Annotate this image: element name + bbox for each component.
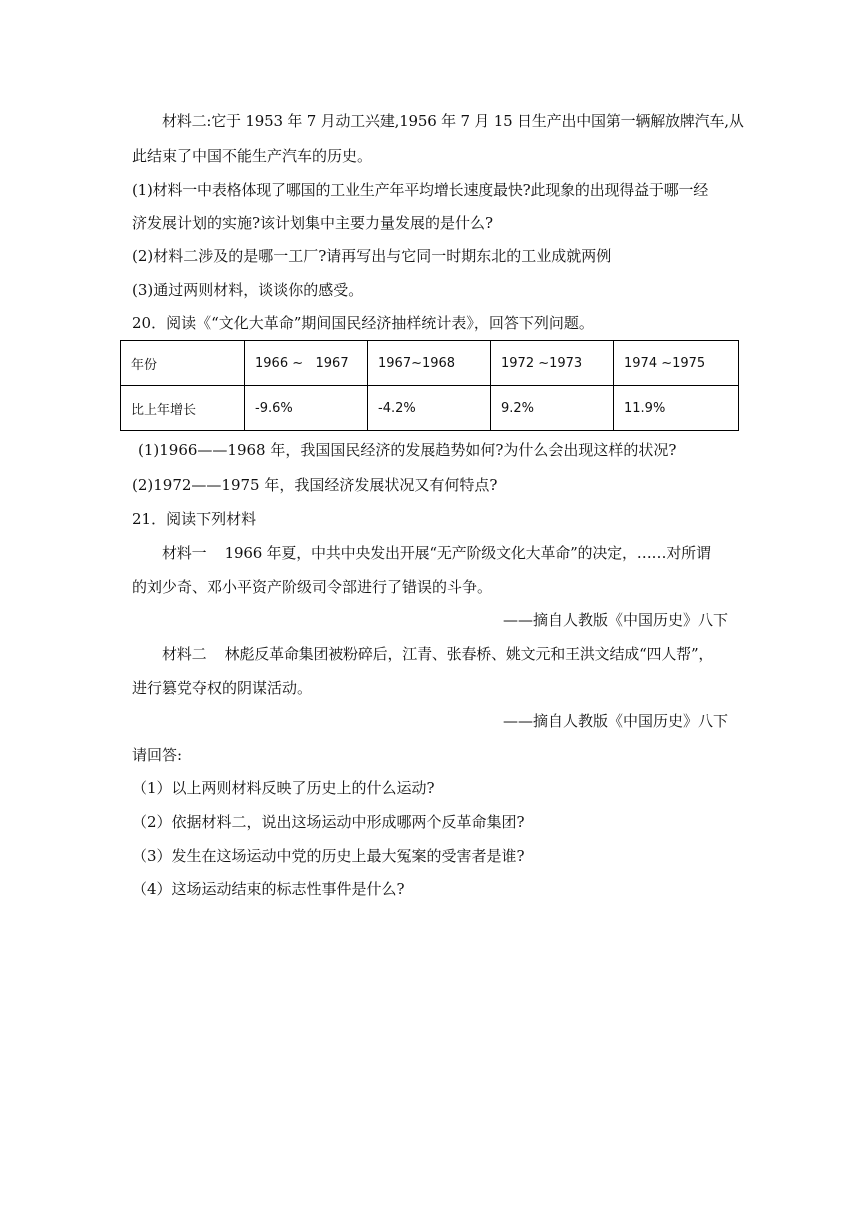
q19-sub2: (2)材料二涉及的是哪一工厂?请再写出与它同一时期东北的工业成就两例 <box>132 247 612 265</box>
table-cell: 年份 <box>121 341 245 386</box>
table-cell: 1972 ~1973 <box>491 341 614 386</box>
table-cell: 9.2% <box>491 386 614 431</box>
table-header-row <box>121 341 739 386</box>
table-cell: 1974 ~1975 <box>614 341 739 386</box>
material2-line1: 材料二:它于 1953 年 7 月动工兴建,1956 年 7 月 15 日生产出中国第一辆解放牌汽车,从 <box>162 112 744 130</box>
table-cell: -9.6% <box>245 386 368 431</box>
table-cell: 1967~1968 <box>368 341 491 386</box>
q19-sub3: (3)通过两则材料，谈谈你的感受。 <box>132 281 364 299</box>
q21-source1: ——摘自人教版《中国历史》八下 <box>502 611 728 629</box>
table-cell: 1966 ~ 1967 <box>245 341 368 386</box>
q21-prompt: 21．阅读下列材料 <box>132 510 257 528</box>
q21-sub4: （4）这场运动结束的标志性事件是什么? <box>132 880 405 898</box>
table-row <box>121 386 739 431</box>
q19-sub1-line1: (1)材料一中表格体现了哪国的工业生产年平均增长速度最快?此现象的出现得益于哪一经 <box>132 181 709 199</box>
q19-sub1-line2: 济发展计划的实施?该计划集中主要力量发展的是什么? <box>132 214 494 232</box>
q21-sub1: （1）以上两则材料反映了历史上的什么运动? <box>132 779 435 797</box>
q20-sub2: (2)1972——1975 年，我国经济发展状况又有何特点? <box>132 476 498 494</box>
material2-line2: 此结束了中国不能生产汽车的历史。 <box>132 147 373 165</box>
q21-sub3: （3）发生在这场运动中党的历史上最大冤案的受害者是谁? <box>132 847 525 865</box>
table-cell: 11.9% <box>614 386 739 431</box>
q20-prompt: 20．阅读《“文化大革命”期间国民经济抽样统计表》，回答下列问题。 <box>132 314 594 332</box>
q21-source2: ——摘自人教版《中国历史》八下 <box>502 712 728 730</box>
economy-stats-table <box>120 340 739 431</box>
q21-material2-line2: 进行篡党夺权的阴谋活动。 <box>132 679 313 697</box>
table-cell: 比上年增长 <box>121 386 245 431</box>
q21-ask: 请回答: <box>132 746 183 764</box>
q21-material1-line2: 的刘少奇、邓小平资产阶级司令部进行了错误的斗争。 <box>132 578 493 596</box>
table-cell: -4.2% <box>368 386 491 431</box>
q21-sub2: （2）依据材料二，说出这场运动中形成哪两个反革命集团? <box>132 813 525 831</box>
q21-material2-line1: 材料二 林彪反革命集团被粉碎后，江青、张春桥、姚文元和王洪文结成“四人帮”， <box>162 645 714 663</box>
q21-material1-line1: 材料一 1966 年夏，中共中央发出开展“无产阶级文化大革命”的决定，……对所谓 <box>162 544 711 562</box>
q20-sub1: (1)1966——1968 年，我国国民经济的发展趋势如何?为什么会出现这样的状况? <box>138 441 677 459</box>
